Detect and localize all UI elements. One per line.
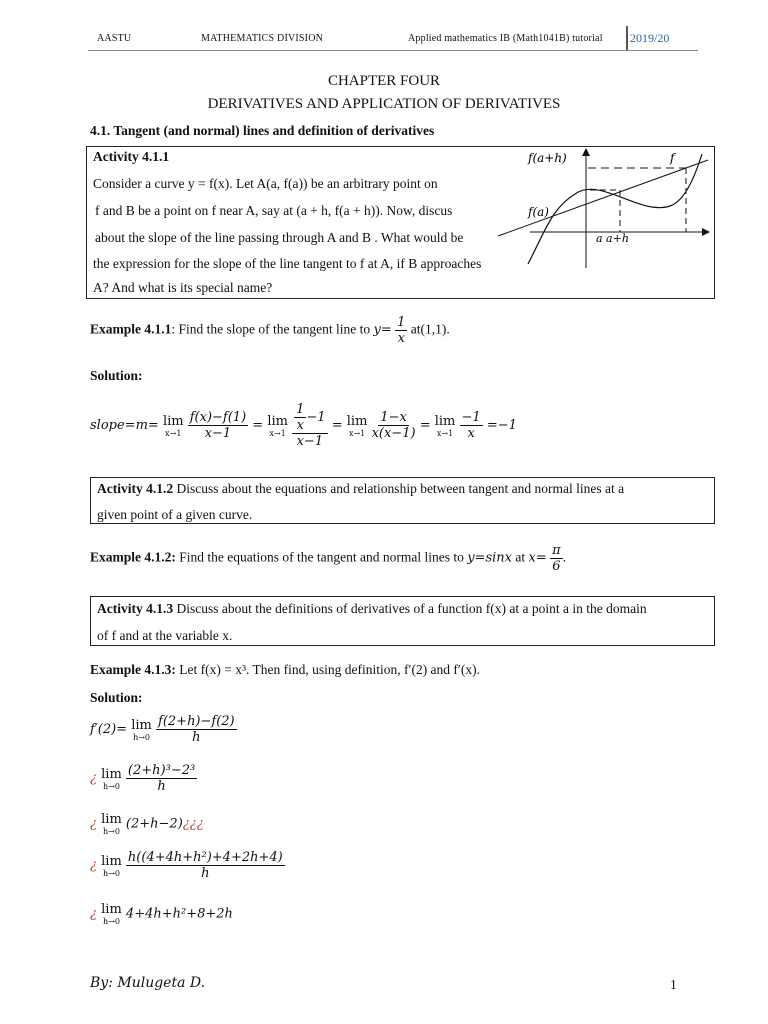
lim-text: lim xyxy=(101,853,122,869)
section-title: 4.1. Tangent (and normal) lines and definition of derivatives xyxy=(90,123,435,138)
example-4-1-1-text: : Find the slope of the tangent line to xyxy=(171,321,374,337)
slope-result: =−1 xyxy=(486,418,517,433)
slope-frac-2 xyxy=(292,402,327,449)
inner-minus-one: −1 xyxy=(306,410,326,425)
lim-text: lim xyxy=(101,902,122,917)
inner-num: 1 xyxy=(296,402,305,417)
label-fah: f(a+h) xyxy=(528,151,567,165)
derivation-frac xyxy=(126,850,285,881)
lim-sub: h→0 xyxy=(102,781,120,791)
example-4-1-1-expr: y= xyxy=(373,322,392,338)
fraction-numerator: π xyxy=(552,543,561,558)
example-4-1-2-text: Find the equations of the tangent and normal lines to xyxy=(175,549,468,565)
lim-text: lim xyxy=(101,766,122,782)
frac-den: x xyxy=(467,426,475,441)
example-4-1-3-text: Let f(x) = x³. Then find, using definition, f′(2) and f′(x). xyxy=(175,662,480,677)
footer-author: By: Mulugeta D. xyxy=(90,975,206,991)
slope-frac-3 xyxy=(372,410,416,441)
derivation-line-2 xyxy=(90,763,197,794)
frac-den: x−1 xyxy=(296,434,324,449)
example-4-1-1-point: at(1,1). xyxy=(410,321,450,337)
activity-4-1-1-line5: A? And what is its special name? xyxy=(93,280,273,295)
lim-sub: x→1 xyxy=(165,428,182,438)
example-4-1-1-fraction xyxy=(395,315,407,346)
glyph-mark: ¿ xyxy=(90,858,97,873)
activity-4-1-1-line1: Consider a curve y = f(x). Let A(a, f(a)) be an arbitrary point on xyxy=(93,176,438,191)
activity-4-1-1-line2: f and B be a point on f near A, say at (a + h, f(a + h)). Now, discus xyxy=(95,203,453,218)
derivation-line-1 xyxy=(90,714,237,745)
lim-text: lim xyxy=(131,717,152,733)
limit-op xyxy=(101,812,122,836)
example-4-1-2-xeq: x= xyxy=(528,550,547,566)
glyph-mark: ¿ xyxy=(90,816,97,832)
activity-4-1-1-line4: the expression for the slope of the line tangent to f at A, if B approaches xyxy=(93,256,482,271)
frac-num-compound xyxy=(292,402,327,434)
frac-num: h((4+4h+h²)+4+2h+4) xyxy=(127,850,283,865)
lim-text: lim xyxy=(346,413,368,429)
derivation-frac xyxy=(156,714,237,745)
header-course: Applied mathematics IB (Math1041B) tutorial xyxy=(408,33,603,44)
solution-1-label: Solution: xyxy=(90,368,143,383)
glyph-mark: ¿ xyxy=(196,816,204,832)
frac-num: −1 xyxy=(461,410,481,425)
slope-frac-1 xyxy=(188,410,248,441)
header-institution: AASTU xyxy=(97,33,132,44)
limit-op xyxy=(163,414,184,438)
chapter-number: CHAPTER FOUR xyxy=(327,73,441,89)
slope-derivation: slope=m= lim x→1 $\frac{f(x)-f(1)}{x-1}$ = lim x→1 $\frac{1}{x}$ −1 x−1 = lim x→1 $\frac{1-x}{x(x-1)}$ = lim x→1 $\frac{-1}{x}$ =−1 xyxy=(90,402,517,449)
example-4-1-1 xyxy=(90,315,450,346)
limit-op xyxy=(347,414,368,438)
example-4-1-2 xyxy=(90,543,566,574)
derivation-line-3 xyxy=(90,812,204,836)
frac-num: f(2+h)−f(2) xyxy=(158,714,235,729)
example-4-1-2-period: . xyxy=(562,549,567,565)
frac-den: x(x−1) xyxy=(371,426,416,441)
derivation-expr: 4+4h+h²+8+2h xyxy=(125,906,233,922)
lim-text: lim xyxy=(101,812,122,827)
activity-4-1-2-text1: Discuss about the equations and relationship between tangent and normal lines at a xyxy=(173,481,625,496)
example-4-1-3 xyxy=(90,662,480,678)
header-rule xyxy=(88,50,698,51)
frac-num: f(x)−f(1) xyxy=(189,410,247,425)
lim-text: lim xyxy=(267,413,288,429)
label-a-ah: a a+h xyxy=(596,232,629,245)
example-4-1-2-fraction xyxy=(550,543,563,574)
header-division: MATHEMATICS DIVISION xyxy=(201,33,324,44)
curve-f xyxy=(528,154,702,264)
example-4-1-1-title: Example 4.1.1 xyxy=(90,321,172,337)
example-4-1-3-title: Example 4.1.3: xyxy=(90,662,176,677)
lim-sub: x→1 xyxy=(269,428,286,438)
activity-4-1-3-text1: Discuss about the definitions of derivatives of a function f(x) at a point a in the domain xyxy=(173,601,647,616)
glyph-mark: ¿ xyxy=(182,816,190,832)
lim-sub: x→1 xyxy=(436,428,454,438)
frac-den: x−1 xyxy=(204,426,232,441)
frac-num: 1−x xyxy=(380,410,407,425)
fraction-denominator: x xyxy=(397,331,405,346)
label-f: f xyxy=(670,151,675,165)
frac-den: h xyxy=(201,866,210,881)
lim-sub: h→0 xyxy=(133,732,151,742)
lim-sub: h→0 xyxy=(102,917,120,926)
example-4-1-2-expr: y=sinx xyxy=(467,550,512,566)
lim-text: lim xyxy=(434,413,456,429)
activity-4-1-2-line2: given point of a given curve. xyxy=(97,507,253,522)
header-year: 2019/20 xyxy=(630,31,670,45)
derivation-line-5 xyxy=(90,902,233,926)
derivation-expr: (2+h−2) xyxy=(125,816,183,832)
lim-text: lim xyxy=(162,413,184,429)
fraction-denominator: 6 xyxy=(552,559,561,574)
activity-4-1-2-title: Activity 4.1.2 xyxy=(97,481,174,496)
limit-op xyxy=(101,902,122,926)
example-4-1-2-at: at xyxy=(515,549,529,565)
secant-tangent-figure xyxy=(490,146,712,270)
limit-op xyxy=(267,414,288,438)
glyph-mark: ¿ xyxy=(90,906,97,922)
lim-sub: h→0 xyxy=(102,827,120,836)
fraction-numerator: 1 xyxy=(397,315,406,330)
derivation-line-4 xyxy=(90,850,285,881)
page-number: 1 xyxy=(670,977,677,992)
inner-den: x xyxy=(296,418,304,433)
secant-line xyxy=(498,160,708,236)
glyph-mark: ¿ xyxy=(189,816,197,832)
slope-frac-4 xyxy=(460,410,483,441)
activity-4-1-1-line3: about the slope of the line passing through A and B . What would be xyxy=(95,230,464,245)
limit-op xyxy=(131,718,152,742)
solution-3-label: Solution: xyxy=(90,690,143,705)
lim-sub: x→1 xyxy=(348,428,366,438)
example-4-1-2-title: Example 4.1.2: xyxy=(90,549,176,565)
limit-op xyxy=(101,854,122,878)
label-fa: f(a) xyxy=(528,205,549,219)
activity-4-1-1-title: Activity 4.1.1 xyxy=(93,149,170,164)
derivation-lhs: f′(2)= xyxy=(90,722,128,737)
slope-lhs: slope=m= xyxy=(90,418,159,433)
activity-4-1-3-line1 xyxy=(97,601,647,617)
glyph-mark: ¿ xyxy=(90,771,97,786)
lim-sub: h→0 xyxy=(102,868,120,878)
chapter-title: DERIVATIVES AND APPLICATION OF DERIVATIVES xyxy=(207,96,561,112)
activity-4-1-3-title: Activity 4.1.3 xyxy=(97,601,174,616)
limit-op xyxy=(435,414,456,438)
frac-den: h xyxy=(192,730,201,745)
inner-frac xyxy=(294,402,306,433)
frac-den: h xyxy=(157,779,166,794)
activity-4-1-2-line1 xyxy=(97,481,624,497)
frac-num: (2+h)³−2³ xyxy=(127,763,196,778)
derivation-frac xyxy=(126,763,197,794)
limit-op xyxy=(101,767,122,791)
header-divider-bar xyxy=(626,26,628,50)
activity-4-1-3-line2: of f and at the variable x. xyxy=(97,628,233,643)
